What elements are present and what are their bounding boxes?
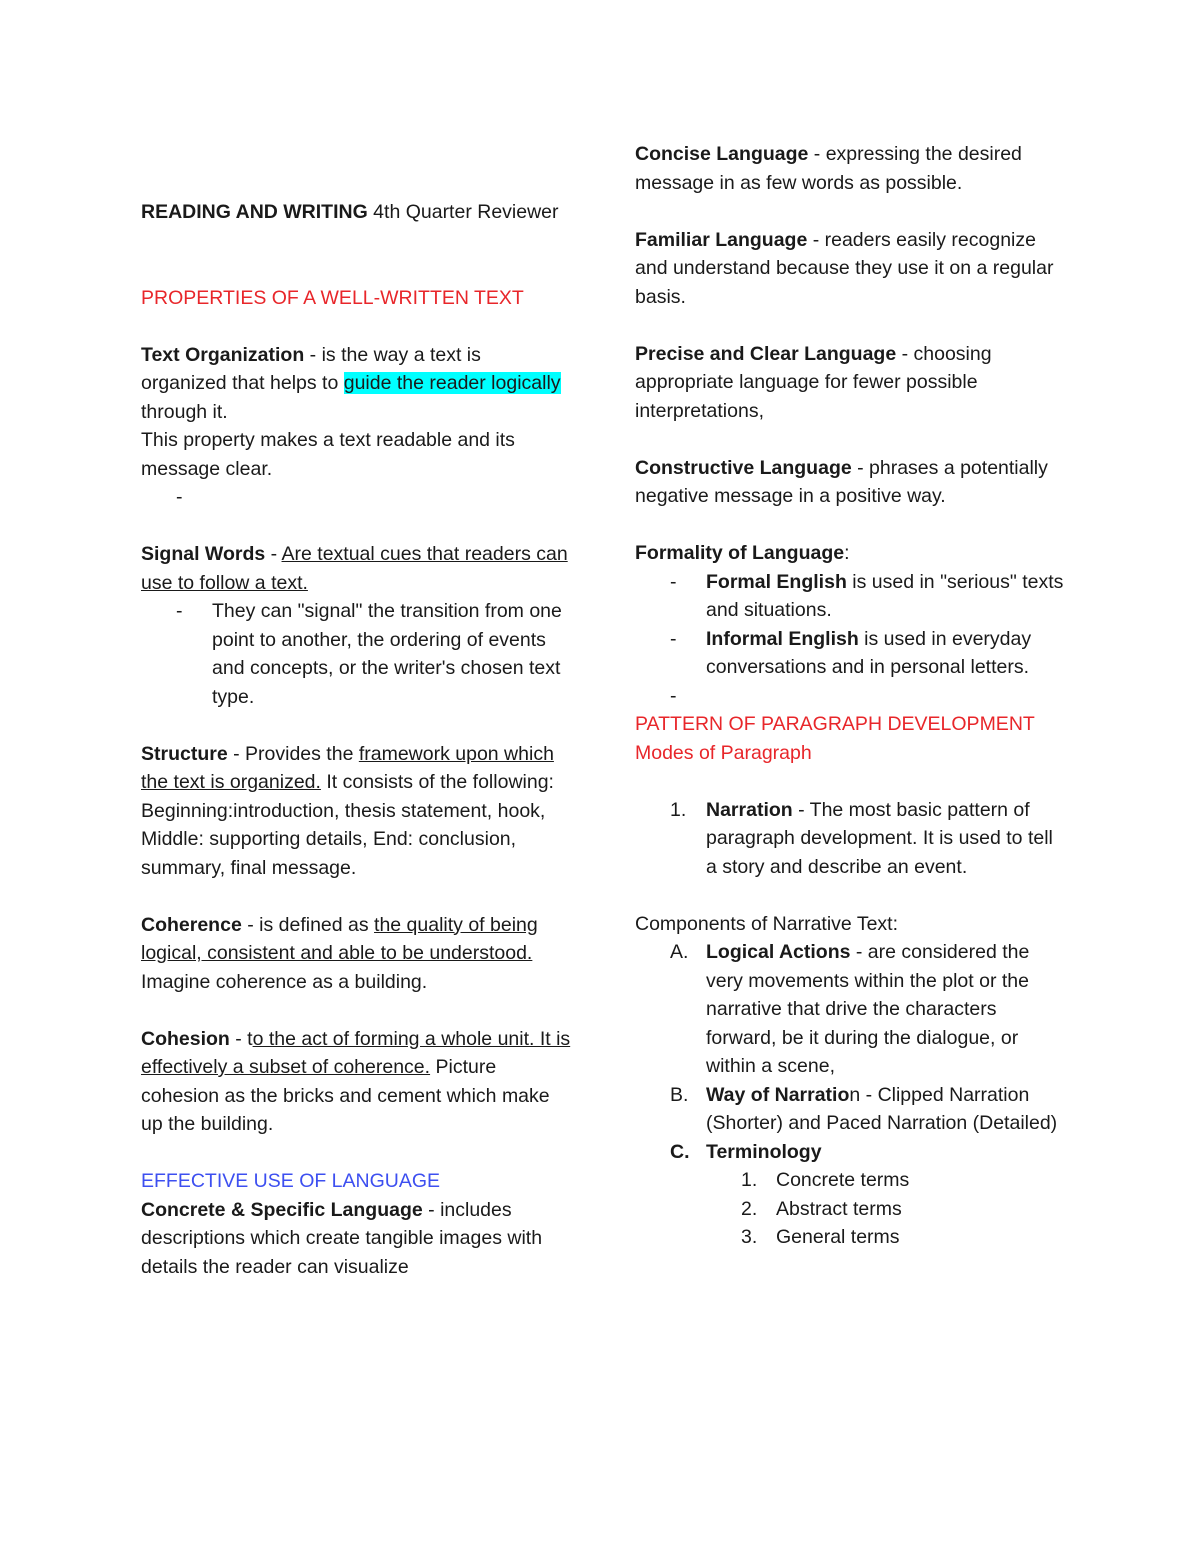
heading-pattern: PATTERN OF PARAGRAPH DEVELOPMENT: [635, 713, 1035, 735]
list-item: - Formal English is used in "serious" texts and situations.: [670, 570, 1064, 621]
familiar-language-paragraph: Familiar Language - readers easily recognize and understand because they use it on a regular basis.: [635, 228, 1054, 308]
signal-words-paragraph: Signal Words - Are textual cues that readers can use to follow a text.: [141, 543, 568, 594]
list-item: C. Terminology: [670, 1140, 822, 1163]
coherence-paragraph: Coherence - is defined as the quality of being logical, consistent and able to be understood. Imagine coherence as a building.: [141, 913, 538, 993]
concise-language-paragraph: Concise Language - expressing the desired message in as few words as possible.: [635, 143, 1022, 194]
list-item: 3. General terms: [741, 1226, 900, 1248]
constructive-language-paragraph: Constructive Language - phrases a potentially negative message in a positive way.: [635, 456, 1048, 507]
list-item: -: [670, 684, 677, 707]
highlighted-text: guide the reader logically: [343, 372, 561, 394]
list-item: 2. Abstract terms: [741, 1197, 902, 1220]
heading-properties: PROPERTIES OF A WELL-WRITTEN TEXT: [141, 286, 524, 309]
concrete-language-paragraph: Concrete & Specific Language - includes descriptions which create tangible images with details the reader can visualize: [141, 1198, 543, 1278]
left-column: [141, 198, 571, 1281]
document-title: READING AND WRITING 4th Quarter Reviewer: [141, 201, 559, 223]
right-column: [635, 140, 1065, 1252]
list-item: A. Logical Actions - are considered the very movements within the plot or the narrative that drive the characters forward, be it during the dialogue, or within a scene,: [670, 941, 1030, 1077]
list-item: - Informal English is used in everyday conversations and in personal letters.: [670, 627, 1032, 678]
heading-effective-language: EFFECTIVE USE OF LANGUAGE: [141, 1170, 441, 1192]
list-item: B. Way of Narration - Clipped Narration (Shorter) and Paced Narration (Detailed): [670, 1083, 1058, 1134]
structure-paragraph: Structure - Provides the framework upon which the text is organized. It consists of the following: Beginning:introduction, thesis statement, hook, Middle: supporting details, End: conclusion, summary, final message.: [141, 742, 554, 879]
list-item: -: [176, 486, 183, 508]
components-title: Components of Narrative Text:: [635, 912, 899, 935]
precise-language-paragraph: Precise and Clear Language - choosing appropriate language for fewer possible interpretations,: [635, 342, 992, 422]
list-item: 1. Narration - The most basic pattern of paragraph development. It is used to tell a story and describe an event.: [670, 798, 1053, 878]
cohesion-paragraph: Cohesion - to the act of forming a whole unit. It is effectively a subset of coherence. Picture cohesion as the bricks and cement which make up the building.: [141, 1027, 571, 1135]
subheading-modes: Modes of Paragraph: [635, 741, 812, 764]
list-item: 1. Concrete terms: [741, 1169, 910, 1191]
text-organization-paragraph: Text Organization - is the way a text is organized that helps to guide the reader logically through it.: [141, 343, 561, 423]
list-item: - They can "signal" the transition from one point to another, the ordering of events and concepts, or the writer's chosen text type.: [176, 600, 562, 708]
text-organization-note: This property makes a text readable and its message clear.: [141, 429, 515, 480]
formality-heading: Formality of Language:: [635, 542, 850, 564]
